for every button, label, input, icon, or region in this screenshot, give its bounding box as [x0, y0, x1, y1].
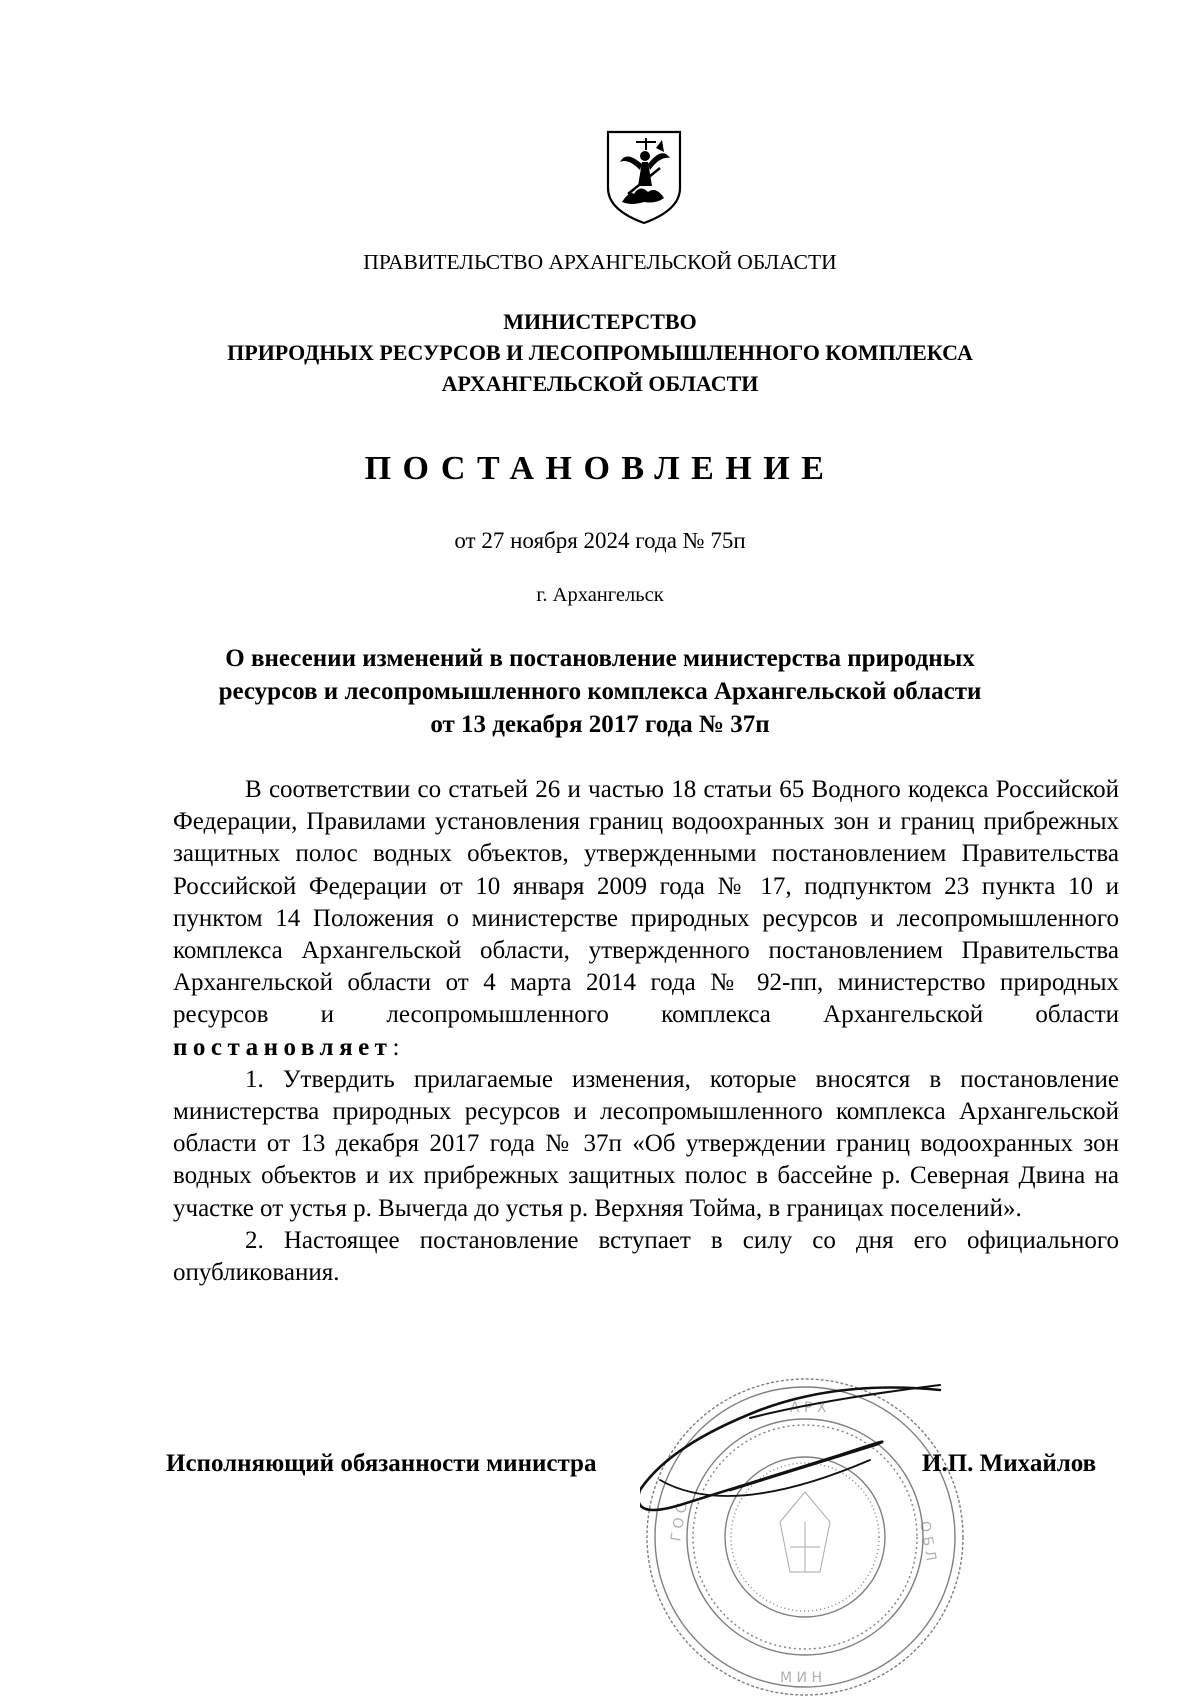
subject-line: О внесении изменений в постановление министерства природных — [225, 645, 975, 672]
document-date-number: от 27 ноября 2024 года № 75п — [454, 528, 746, 553]
document-type: ПОСТАНОВЛЕНИЕ — [364, 450, 836, 487]
ministry-title — [0, 306, 1200, 399]
signatory-role: Исполняющий обязанности министра — [166, 1450, 597, 1477]
document-body — [173, 774, 1119, 1289]
decree-colon: : — [392, 1033, 400, 1061]
decree-word: постановляет — [173, 1033, 393, 1061]
subject-line: ресурсов и лесопромышленного комплекса Архангельской области — [218, 678, 982, 705]
svg-text:А Р Х: А Р Х — [790, 1400, 827, 1416]
item-2-paragraph: 2. Настоящее постановление вступает в силу со дня его официального опубликования. — [173, 1226, 1119, 1287]
coat-of-arms-icon — [604, 128, 684, 226]
ministry-line: МИНИСТЕРСТВО — [503, 309, 697, 334]
svg-text:О Б Л: О Б Л — [916, 1519, 939, 1563]
ministry-line: ПРИРОДНЫХ РЕСУРСОВ И ЛЕСОПРОМЫШЛЕННОГО КОМПЛЕКСА — [227, 340, 973, 365]
preamble-paragraph: В соответствии со статьей 26 и частью 18 статьи 65 Водного кодекса Российской Федерации, Правилами установления границ водоохранных зон и границ прибрежных защитных полос водных объектов, утвержденными постановлением Правительства Российской Федерации от 10 января 2009 года № 17, подпунктом 23 пункта 10 и пунктом 14 Положения о министерстве природных ресурсов и лесопромышленного комплекса Архангельской области, утвержденного постановлением Правительства Архангельской области от 4 марта 2014 года № 92-пп, министерство природных ресурсов и лесопромышленного комплекса Архангельской области — [173, 776, 1119, 1029]
document-subject — [0, 642, 1200, 741]
item-1-paragraph: 1. Утвердить прилагаемые изменения, которые вносятся в постановление министерства природных ресурсов и лесопромышленного комплекса Архангельской области от 13 декабря 2017 года № 37п «Об утверждении границ водоохранных зон водных объектов и их прибрежных защитных полос в бассейне р. Северная Двина на участке от устья р. Вычегда до устья р. Верхняя Тойма, в границах поселений». — [173, 1065, 1119, 1222]
signatory-name: И.П. Михайлов — [922, 1450, 1097, 1477]
svg-text:Г О С: Г О С — [668, 1502, 691, 1543]
subject-line: от 13 декабря 2017 года № 37п — [430, 711, 770, 738]
decree-line — [173, 1032, 1119, 1064]
svg-text:М И Н: М И Н — [780, 1670, 822, 1686]
document-city: г. Архангельск — [536, 584, 664, 606]
ministry-line: АРХАНГЕЛЬСКОЙ ОБЛАСТИ — [441, 371, 759, 396]
government-title: ПРАВИТЕЛЬСТВО АРХАНГЕЛЬСКОЙ ОБЛАСТИ — [363, 250, 837, 274]
